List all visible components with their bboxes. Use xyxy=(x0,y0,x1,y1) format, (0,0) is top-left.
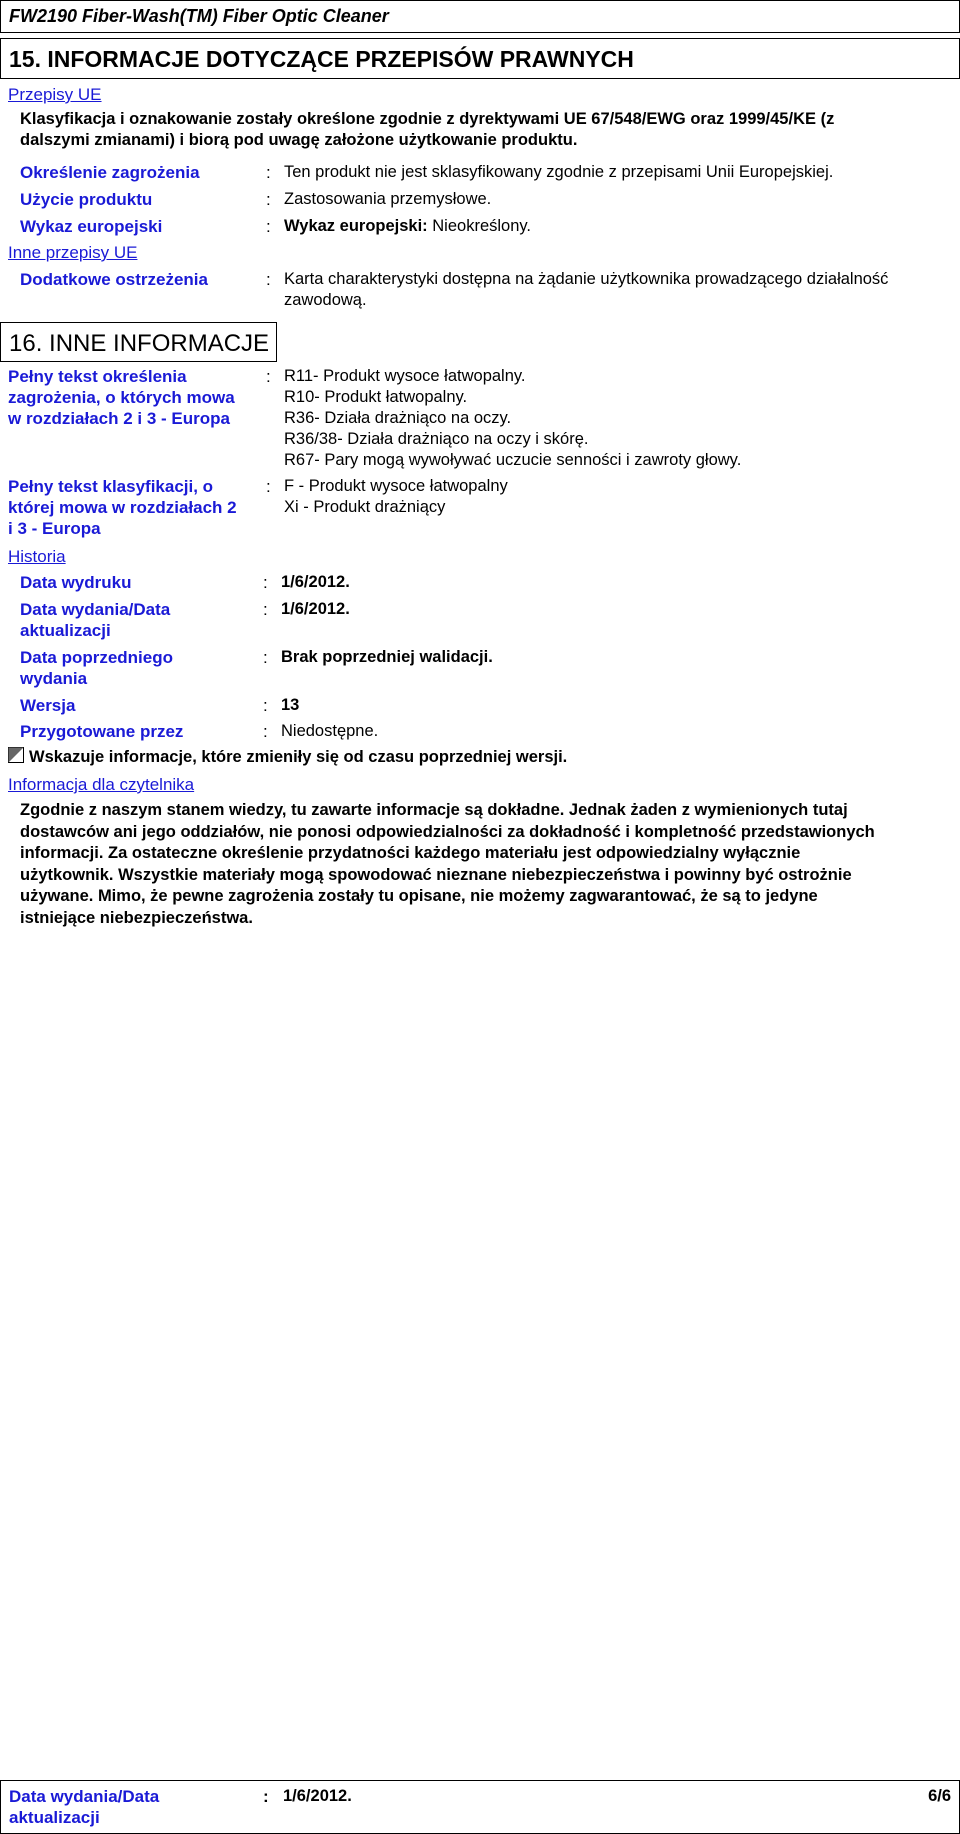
footer-issue-label xyxy=(9,1786,159,1828)
colon: : xyxy=(263,573,268,592)
print-date-value: 1/6/2012. xyxy=(281,573,350,591)
intro-line-1: Klasyfikacja i oznakowanie zostały określone zgodnie z dyrektywami UE 67/548/EWG oraz 1999/45/KE (z xyxy=(20,110,835,128)
colon: : xyxy=(266,163,271,182)
r-phrase: R11- Produkt wysoce łatwopalny. xyxy=(284,367,526,385)
previous-issue-label-line: wydania xyxy=(20,669,88,688)
prepared-by-value: Niedostępne. xyxy=(281,722,379,740)
change-note: Wskazuje informacje, które zmieniły się od czasu poprzedniej wersji. xyxy=(29,748,568,766)
additional-warnings-line-1: Karta charakterystyki dostępna na żądanie użytkownika prowadzącego działalność xyxy=(284,270,889,288)
r-phrase: R36- Działa drażniąco na oczy. xyxy=(284,409,512,427)
reader-info-line: Zgodnie z naszym stanem wiedzy, tu zawarte informacje są dokładne. Jednak żaden z wymienionych tutaj xyxy=(20,801,848,819)
r-phrases-label xyxy=(8,366,235,429)
prepared-by-label: Przygotowane przez xyxy=(20,722,184,741)
previous-issue-value: Brak poprzedniej walidacji. xyxy=(281,648,493,666)
r-phrases-label-line: Pełny tekst określenia xyxy=(8,367,187,386)
colon: : xyxy=(263,696,268,715)
history-heading: Historia xyxy=(8,547,66,566)
colon: : xyxy=(266,270,271,289)
footer-issue-label-line: Data wydania/Data xyxy=(9,1787,160,1806)
r-phrases-label-line: zagrożenia, o których mowa xyxy=(8,388,235,407)
document-title: FW2190 Fiber-Wash(TM) Fiber Optic Cleaner xyxy=(9,6,389,26)
r-phrases-list xyxy=(284,366,741,471)
colon: : xyxy=(266,367,271,386)
colon: : xyxy=(266,477,271,496)
product-use-value: Zastosowania przemysłowe. xyxy=(284,190,492,208)
classification-item: F - Produkt wysoce łatwopalny xyxy=(284,477,508,495)
header-bar xyxy=(0,0,960,33)
change-marker-icon xyxy=(8,747,24,763)
print-date-label: Data wydruku xyxy=(20,573,132,592)
r-phrase: R67- Pary mogą wywoływać uczucie senności i zawroty głowy. xyxy=(284,451,742,469)
reader-info-line: używane. Mimo, że pewne zagrożenia zostały tu opisane, nie możemy zagwarantować, że są to jedyne xyxy=(20,887,818,905)
classification-label xyxy=(8,476,237,539)
european-inventory-label: Wykaz europejski xyxy=(20,217,163,236)
european-inventory-value-text: Nieokreślony. xyxy=(432,217,531,235)
reader-info-line: informacji. Za ostateczne określenie przydatności każdego materiału jest odpowiedzialny wyłącznie xyxy=(20,844,801,862)
issue-date-label-line: Data wydania/Data xyxy=(20,600,171,619)
colon: : xyxy=(263,722,268,741)
reader-info-text xyxy=(20,800,875,929)
issue-date-label xyxy=(20,599,170,641)
section-15-title: 15. INFORMACJE DOTYCZĄCE PRZEPISÓW PRAWNYCH xyxy=(9,46,634,72)
classification-label-line: i 3 - Europa xyxy=(8,519,101,538)
colon: : xyxy=(263,600,268,619)
section-16-title: 16. INNE INFORMACJE xyxy=(9,330,270,357)
classification-item: Xi - Produkt drażniący xyxy=(284,498,446,516)
r-phrases-label-line: w rozdziałach 2 i 3 - Europa xyxy=(8,409,230,428)
reader-info-heading: Informacja dla czytelnika xyxy=(8,775,195,794)
footer-colon: : xyxy=(263,1787,269,1806)
classification-list xyxy=(284,476,508,518)
colon: : xyxy=(263,648,268,667)
additional-warnings-label: Dodatkowe ostrzeżenia xyxy=(20,270,208,289)
page-number: 6/6 xyxy=(928,1787,951,1805)
intro-line-2: dalszymi zmianami) i biorą pod uwagę założone użytkowanie produktu. xyxy=(20,131,578,149)
hazard-value: Ten produkt nie jest sklasyfikowany zgodnie z przepisami Unii Europejskiej. xyxy=(284,163,834,181)
footer-date: 1/6/2012. xyxy=(283,1787,352,1805)
reader-info-line: użytkownik. Wszystkie materiały mogą spowodować nieznane niebezpieczeństwa i powinny być ostrożnie xyxy=(20,865,852,884)
eu-regulations-heading: Przepisy UE xyxy=(8,85,102,104)
section-16-header xyxy=(0,322,277,362)
hazard-label: Określenie zagrożenia xyxy=(20,163,200,182)
classification-label-line: której mowa w rozdziałach 2 xyxy=(8,498,237,517)
product-use-label: Użycie produktu xyxy=(20,190,153,209)
reader-info-line: istniejące niebezpieczeństwa. xyxy=(20,908,253,927)
footer-bar xyxy=(0,1780,960,1834)
additional-warnings-line-2: zawodową. xyxy=(284,291,367,309)
section-15-header xyxy=(0,38,960,79)
version-value: 13 xyxy=(281,696,300,714)
previous-issue-label-line: Data poprzedniego xyxy=(20,648,174,667)
issue-date-value: 1/6/2012. xyxy=(281,600,350,618)
previous-issue-label xyxy=(20,647,173,689)
classification-label-line: Pełny tekst klasyfikacji, o xyxy=(8,477,214,496)
version-label: Wersja xyxy=(20,696,76,715)
colon: : xyxy=(266,190,271,209)
footer-issue-label-line: aktualizacji xyxy=(9,1808,100,1827)
reader-info-line: dostawców ani jego oddziałów, nie ponosi odpowiedzialności za dokładność i kompletność przedstawionych xyxy=(20,822,875,841)
issue-date-label-line: aktualizacji xyxy=(20,621,111,640)
r-phrase: R36/38- Działa drażniąco na oczy i skórę. xyxy=(284,430,589,448)
colon: : xyxy=(266,217,271,236)
other-eu-regulations-heading: Inne przepisy UE xyxy=(8,243,138,262)
european-inventory-value-label: Wykaz europejski: xyxy=(284,217,428,235)
european-inventory-value xyxy=(284,216,531,237)
r-phrase: R10- Produkt łatwopalny. xyxy=(284,388,468,406)
